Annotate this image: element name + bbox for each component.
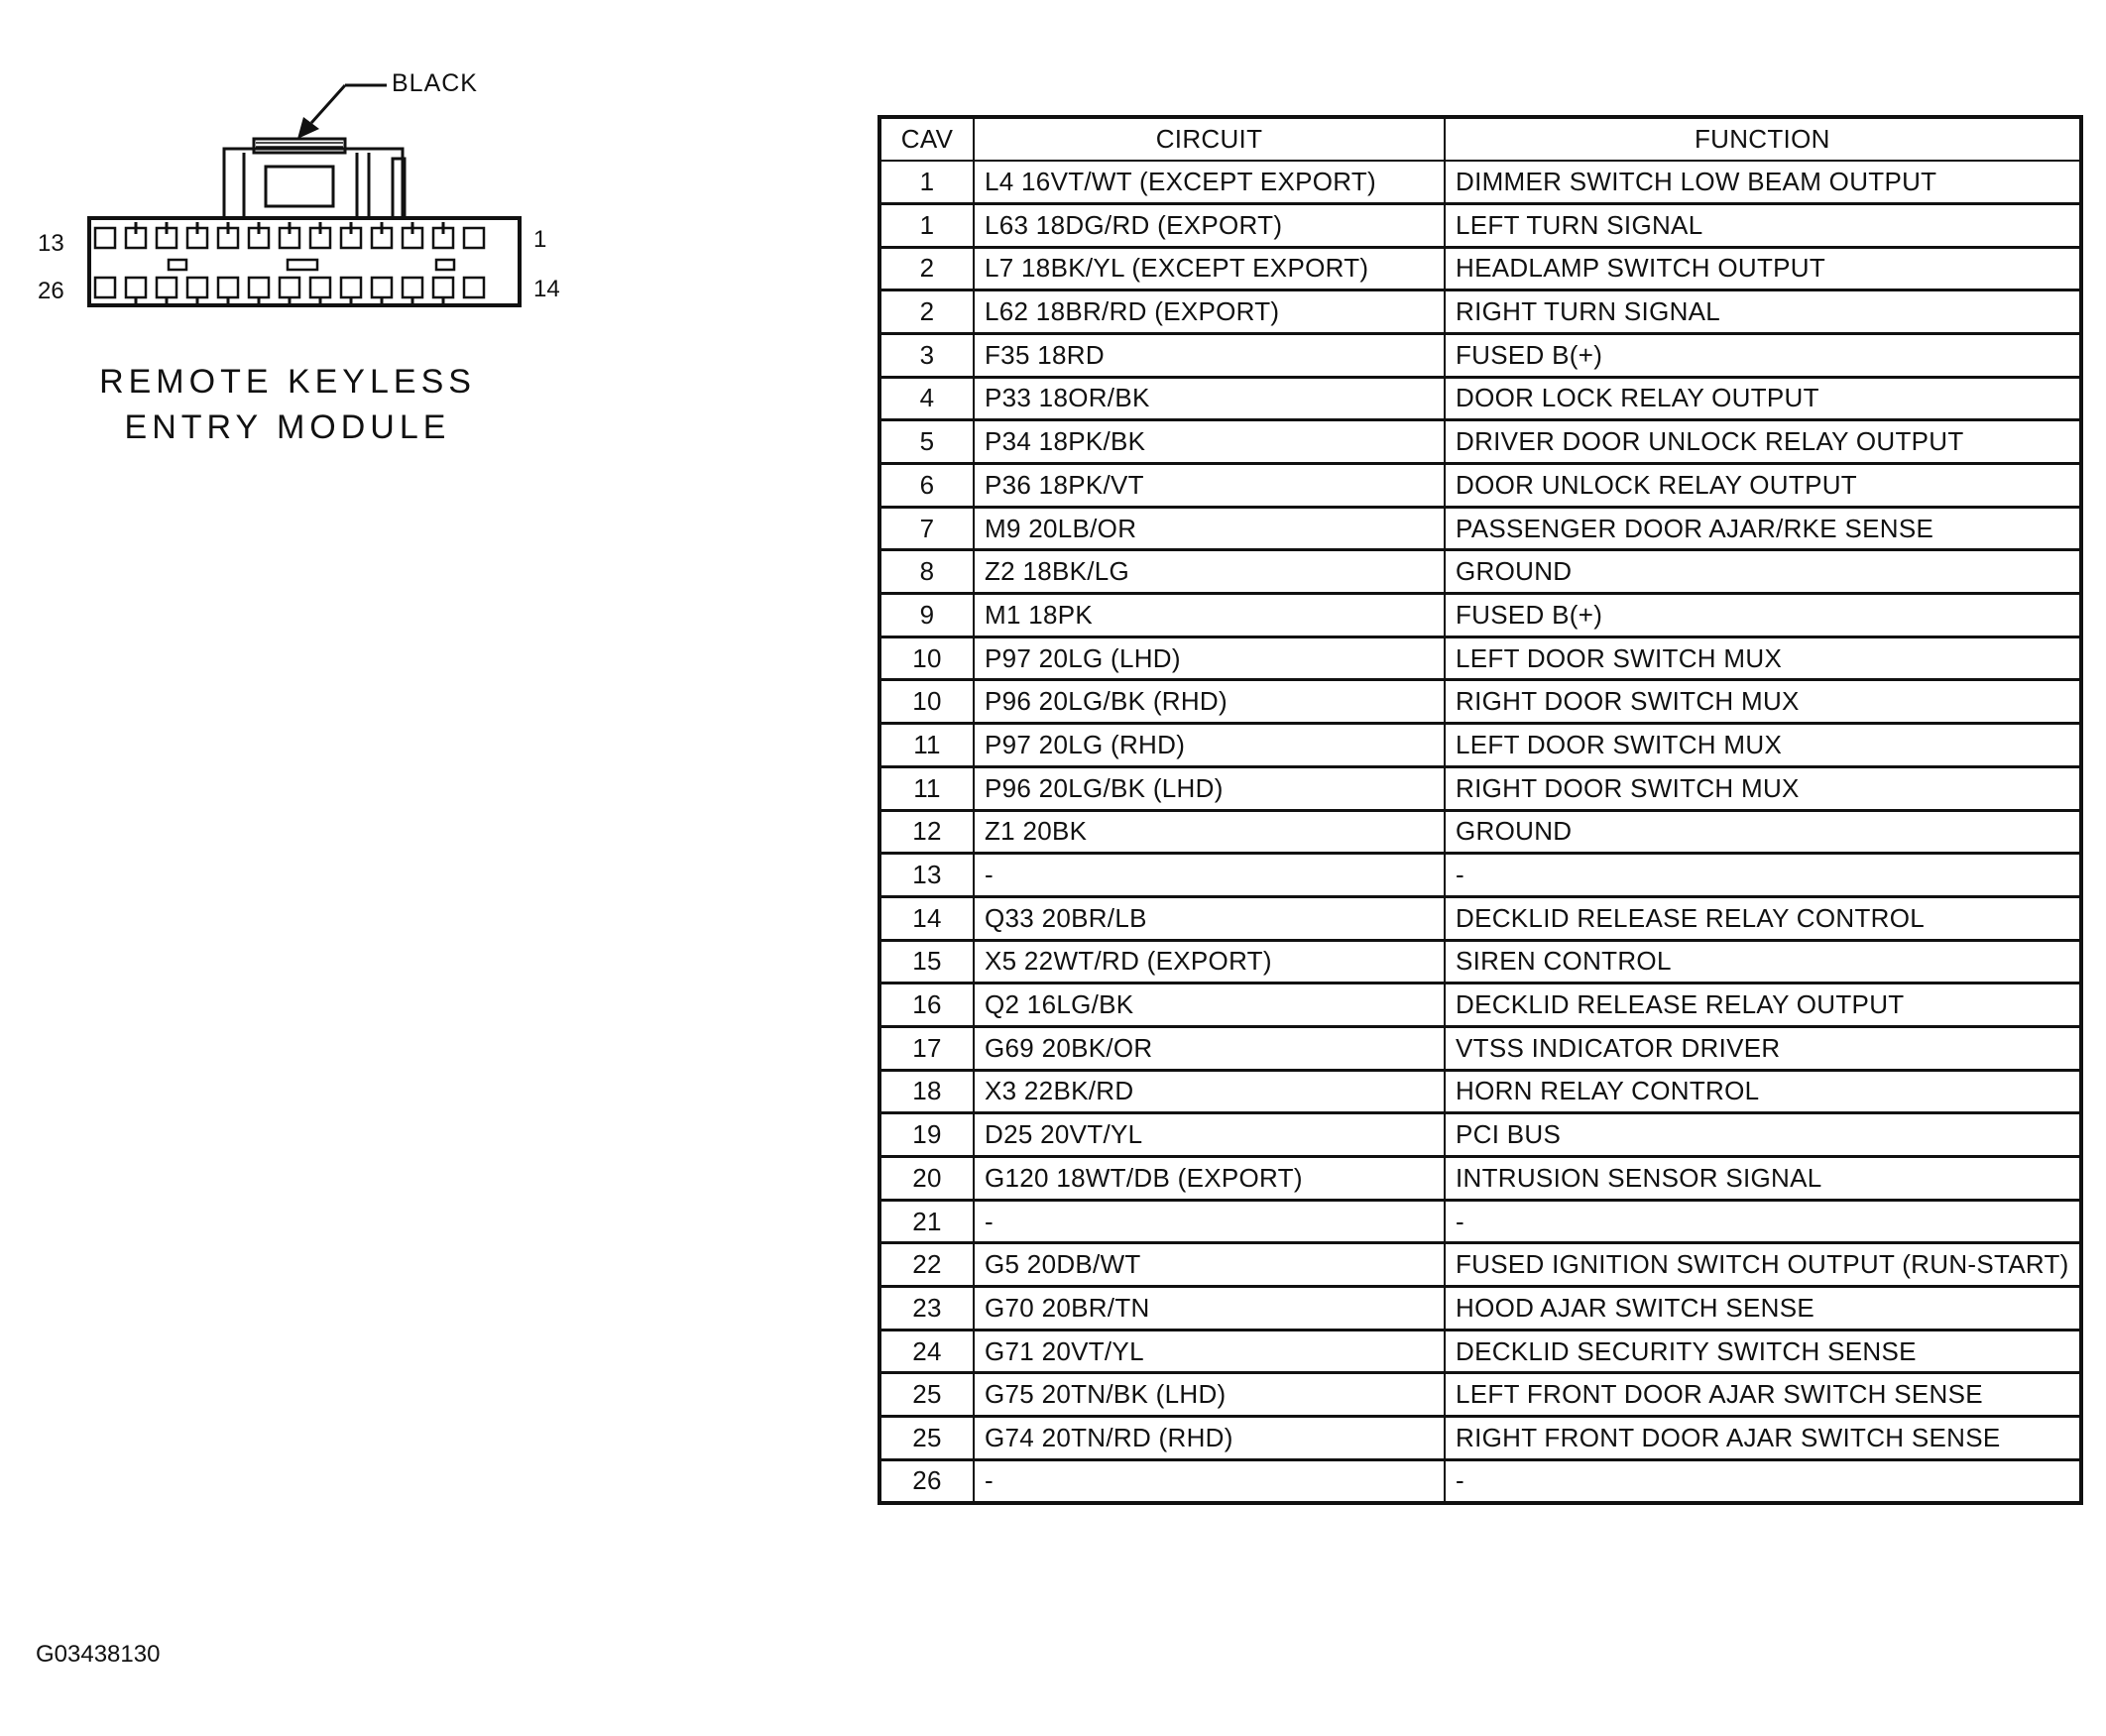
cell-function: RIGHT DOOR SWITCH MUX bbox=[1445, 766, 2081, 810]
cell-function: - bbox=[1445, 1459, 2081, 1503]
cell-cav: 25 bbox=[879, 1417, 974, 1460]
cell-cav: 3 bbox=[879, 333, 974, 377]
cell-cav: 20 bbox=[879, 1157, 974, 1201]
table-row bbox=[879, 1459, 2081, 1503]
cell-circuit: P36 18PK/VT bbox=[974, 464, 1445, 508]
cell-cav: 12 bbox=[879, 810, 974, 854]
cell-cav: 6 bbox=[879, 464, 974, 508]
cell-function: SIREN CONTROL bbox=[1445, 940, 2081, 984]
cell-cav: 13 bbox=[879, 854, 974, 897]
table-row bbox=[879, 940, 2081, 984]
cell-function: DECKLID RELEASE RELAY OUTPUT bbox=[1445, 984, 2081, 1027]
table-row bbox=[879, 854, 2081, 897]
module-title-line-2: ENTRY MODULE bbox=[124, 408, 451, 446]
cell-function: GROUND bbox=[1445, 810, 2081, 854]
cell-cav: 5 bbox=[879, 420, 974, 464]
cell-circuit: L7 18BK/YL (EXCEPT EXPORT) bbox=[974, 247, 1445, 290]
table-header-row bbox=[879, 117, 2081, 161]
connector-diagram bbox=[0, 0, 793, 496]
cell-function: LEFT TURN SIGNAL bbox=[1445, 203, 2081, 247]
cell-function: HEADLAMP SWITCH OUTPUT bbox=[1445, 247, 2081, 290]
cell-function: DOOR LOCK RELAY OUTPUT bbox=[1445, 377, 2081, 420]
table-row bbox=[879, 1330, 2081, 1373]
table-row bbox=[879, 637, 2081, 680]
cell-circuit: X3 22BK/RD bbox=[974, 1070, 1445, 1113]
cell-cav: 21 bbox=[879, 1200, 974, 1243]
table-row bbox=[879, 1113, 2081, 1157]
module-title-line-1: REMOTE KEYLESS bbox=[99, 363, 476, 401]
table-row bbox=[879, 550, 2081, 594]
cell-function: HOOD AJAR SWITCH SENSE bbox=[1445, 1287, 2081, 1331]
table-row bbox=[879, 896, 2081, 940]
cell-circuit: M1 18PK bbox=[974, 594, 1445, 637]
figure-id: G03438130 bbox=[36, 1641, 161, 1668]
cell-circuit: G75 20TN/BK (LHD) bbox=[974, 1373, 1445, 1417]
table-row bbox=[879, 1157, 2081, 1201]
cell-cav: 2 bbox=[879, 247, 974, 290]
table-row bbox=[879, 1026, 2081, 1070]
cell-function: PASSENGER DOOR AJAR/RKE SENSE bbox=[1445, 507, 2081, 550]
cell-cav: 8 bbox=[879, 550, 974, 594]
cell-circuit: X5 22WT/RD (EXPORT) bbox=[974, 940, 1445, 984]
cell-circuit: P96 20LG/BK (RHD) bbox=[974, 680, 1445, 724]
pin-label-14: 14 bbox=[533, 276, 560, 302]
callout-label: BLACK bbox=[392, 69, 478, 97]
cell-circuit: P97 20LG (LHD) bbox=[974, 637, 1445, 680]
cell-circuit: P96 20LG/BK (LHD) bbox=[974, 766, 1445, 810]
cell-circuit: L62 18BR/RD (EXPORT) bbox=[974, 290, 1445, 334]
cell-cav: 10 bbox=[879, 680, 974, 724]
cell-function: GROUND bbox=[1445, 550, 2081, 594]
cell-function: DIMMER SWITCH LOW BEAM OUTPUT bbox=[1445, 161, 2081, 204]
callout-arrow-line bbox=[311, 85, 345, 123]
table-row bbox=[879, 1287, 2081, 1331]
cell-function: PCI BUS bbox=[1445, 1113, 2081, 1157]
cell-function: RIGHT TURN SIGNAL bbox=[1445, 290, 2081, 334]
table-row bbox=[879, 1373, 2081, 1417]
cell-function: DRIVER DOOR UNLOCK RELAY OUTPUT bbox=[1445, 420, 2081, 464]
cell-function: FUSED B(+) bbox=[1445, 333, 2081, 377]
cell-cav: 14 bbox=[879, 896, 974, 940]
cell-cav: 17 bbox=[879, 1026, 974, 1070]
table-row bbox=[879, 464, 2081, 508]
cell-circuit: - bbox=[974, 1459, 1445, 1503]
table-row bbox=[879, 1070, 2081, 1113]
cell-cav: 1 bbox=[879, 161, 974, 204]
header-cav: CAV bbox=[879, 117, 974, 161]
callout-arrowhead bbox=[297, 117, 319, 139]
pin-label-26: 26 bbox=[38, 278, 64, 304]
table-row bbox=[879, 161, 2081, 204]
table-row bbox=[879, 333, 2081, 377]
table-row bbox=[879, 1200, 2081, 1243]
cell-function: LEFT FRONT DOOR AJAR SWITCH SENSE bbox=[1445, 1373, 2081, 1417]
cell-circuit: P34 18PK/BK bbox=[974, 420, 1445, 464]
cell-function: - bbox=[1445, 1200, 2081, 1243]
cell-cav: 23 bbox=[879, 1287, 974, 1331]
cell-circuit: G70 20BR/TN bbox=[974, 1287, 1445, 1331]
table-row bbox=[879, 290, 2081, 334]
cell-circuit: L4 16VT/WT (EXCEPT EXPORT) bbox=[974, 161, 1445, 204]
table-row bbox=[879, 377, 2081, 420]
cell-function: HORN RELAY CONTROL bbox=[1445, 1070, 2081, 1113]
cell-circuit: D25 20VT/YL bbox=[974, 1113, 1445, 1157]
cell-circuit: M9 20LB/OR bbox=[974, 507, 1445, 550]
cell-circuit: Q2 16LG/BK bbox=[974, 984, 1445, 1027]
cell-circuit: L63 18DG/RD (EXPORT) bbox=[974, 203, 1445, 247]
cell-function: VTSS INDICATOR DRIVER bbox=[1445, 1026, 2081, 1070]
cell-function: DOOR UNLOCK RELAY OUTPUT bbox=[1445, 464, 2081, 508]
table-row bbox=[879, 680, 2081, 724]
table-row bbox=[879, 984, 2081, 1027]
cell-cav: 4 bbox=[879, 377, 974, 420]
table-row bbox=[879, 1243, 2081, 1287]
latch-window bbox=[266, 167, 333, 206]
table-row bbox=[879, 1417, 2081, 1460]
pin-label-13: 13 bbox=[38, 230, 64, 257]
table-row bbox=[879, 420, 2081, 464]
cell-cav: 2 bbox=[879, 290, 974, 334]
cell-circuit: F35 18RD bbox=[974, 333, 1445, 377]
cell-function: - bbox=[1445, 854, 2081, 897]
table-row bbox=[879, 203, 2081, 247]
header-function: FUNCTION bbox=[1445, 117, 2081, 161]
cell-circuit: P97 20LG (RHD) bbox=[974, 724, 1445, 767]
cell-function: DECKLID RELEASE RELAY CONTROL bbox=[1445, 896, 2081, 940]
cell-circuit: Q33 20BR/LB bbox=[974, 896, 1445, 940]
cell-cav: 1 bbox=[879, 203, 974, 247]
cell-cav: 16 bbox=[879, 984, 974, 1027]
table-row bbox=[879, 594, 2081, 637]
latch-top bbox=[254, 139, 345, 153]
cell-function: LEFT DOOR SWITCH MUX bbox=[1445, 724, 2081, 767]
cell-cav: 15 bbox=[879, 940, 974, 984]
cell-circuit: Z1 20BK bbox=[974, 810, 1445, 854]
pin-label-1: 1 bbox=[533, 226, 547, 253]
cell-cav: 25 bbox=[879, 1373, 974, 1417]
cell-function: INTRUSION SENSOR SIGNAL bbox=[1445, 1157, 2081, 1201]
cell-cav: 18 bbox=[879, 1070, 974, 1113]
table-row bbox=[879, 766, 2081, 810]
cell-cav: 22 bbox=[879, 1243, 974, 1287]
cell-circuit: G74 20TN/RD (RHD) bbox=[974, 1417, 1445, 1460]
cavity-table bbox=[878, 115, 2083, 1505]
cell-circuit: - bbox=[974, 854, 1445, 897]
header-circuit: CIRCUIT bbox=[974, 117, 1445, 161]
cell-function: DECKLID SECURITY SWITCH SENSE bbox=[1445, 1330, 2081, 1373]
table-row bbox=[879, 507, 2081, 550]
cell-cav: 19 bbox=[879, 1113, 974, 1157]
cell-circuit: Z2 18BK/LG bbox=[974, 550, 1445, 594]
cell-cav: 26 bbox=[879, 1459, 974, 1503]
module-title bbox=[59, 359, 516, 450]
cell-circuit: - bbox=[974, 1200, 1445, 1243]
cell-cav: 10 bbox=[879, 637, 974, 680]
cell-function: RIGHT DOOR SWITCH MUX bbox=[1445, 680, 2081, 724]
cell-cav: 11 bbox=[879, 724, 974, 767]
cell-circuit: G71 20VT/YL bbox=[974, 1330, 1445, 1373]
table-row bbox=[879, 247, 2081, 290]
cell-circuit: G69 20BK/OR bbox=[974, 1026, 1445, 1070]
cell-function: FUSED IGNITION SWITCH OUTPUT (RUN-START) bbox=[1445, 1243, 2081, 1287]
cell-function: RIGHT FRONT DOOR AJAR SWITCH SENSE bbox=[1445, 1417, 2081, 1460]
cell-circuit: P33 18OR/BK bbox=[974, 377, 1445, 420]
cell-cav: 9 bbox=[879, 594, 974, 637]
cell-cav: 7 bbox=[879, 507, 974, 550]
cell-cav: 11 bbox=[879, 766, 974, 810]
cell-cav: 24 bbox=[879, 1330, 974, 1373]
cell-function: FUSED B(+) bbox=[1445, 594, 2081, 637]
cavity-table-wrap bbox=[878, 115, 2083, 1505]
cell-circuit: G120 18WT/DB (EXPORT) bbox=[974, 1157, 1445, 1201]
table-row bbox=[879, 724, 2081, 767]
cell-circuit: G5 20DB/WT bbox=[974, 1243, 1445, 1287]
table-row bbox=[879, 810, 2081, 854]
cell-function: LEFT DOOR SWITCH MUX bbox=[1445, 637, 2081, 680]
